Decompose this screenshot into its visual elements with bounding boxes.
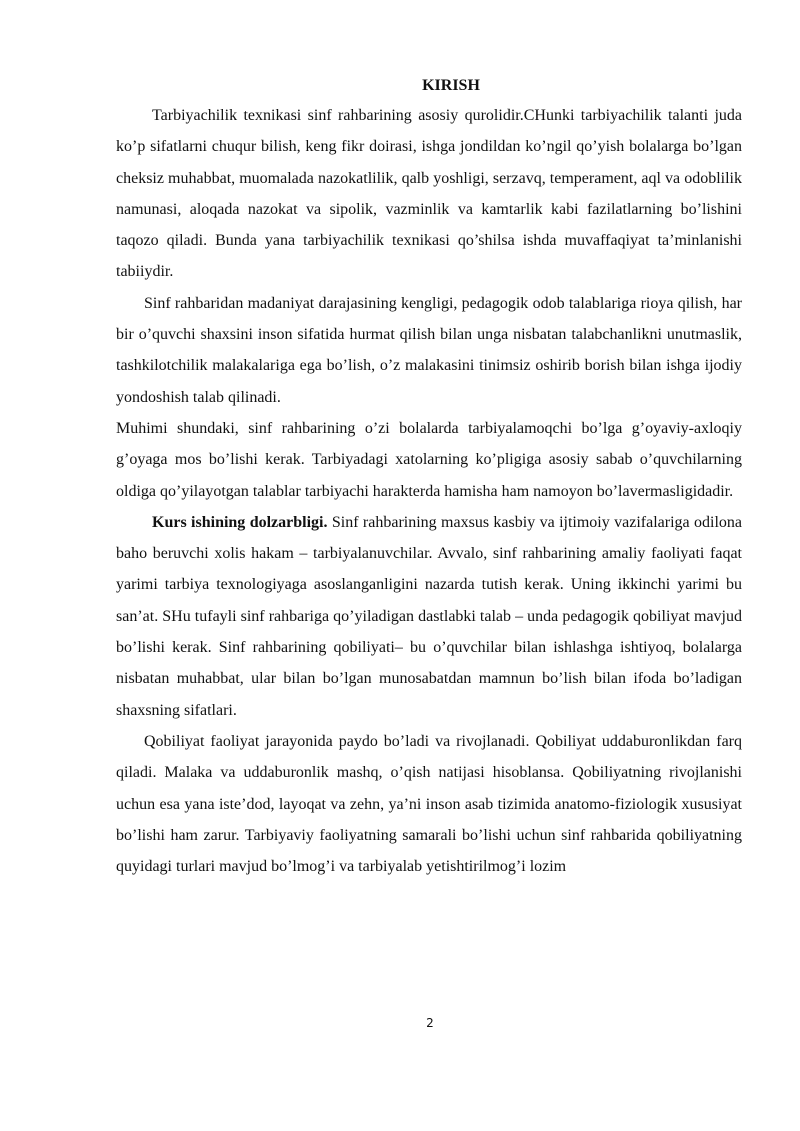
- page-number: 2: [426, 1016, 434, 1030]
- paragraph-5: Qobiliyat faoliyat jarayonida paydo bo’ladi va rivojlanadi. Qobiliyat uddaburonlikdan farq qiladi. Malaka va uddaburonlik mashq, o’qish natijasi hisoblansa. Qobiliyatning rivojlanishi uchun esa yana iste’dod, layoqat va zehn, ya’ni inson asab tizimida anatomo-fiziologik xususiyat bo’lishi ham zarur. Tarbiyaviy faoliyatning samarali bo’lishi uchun sinf rahbarida qobiliyatning quyidagi turlari mavjud bo’lmog’i va tarbiyalab yetishtirilmog’i lozim: [116, 732, 742, 876]
- document-page: [116, 76, 742, 882]
- paragraph-4-body: Sinf rahbarining maxsus kasbiy va ijtimoiy vazifalariga odilona baho beruvchi xolis hakam – tarbiyalanuvchilar. Avvalo, sinf rahbarining amaliy faoliyati faqat yarimi tarbiya texnologiyaga asoslanganligini nazarda tutish kerak. Uning ikkinchi yarimi bu san’at. SHu tufayli sinf rahbariga qo’yiladigan dastlabki talab – unda pedagogik qobiliyat mavjud bo’lishi kerak. Sinf rahbarining qobiliyati– bu o’quvchilar bilan ishlashga ishtiyoq, bolalarga nisbatan muhabbat, ular bilan bo’lgan munosabatdan mamnun bo’lish bilan ifoda bo’ladigan shaxsning sifatlari.: [116, 513, 742, 719]
- paragraph-1: Tarbiyachilik texnikasi sinf rahbarining asosiy qurolidir.CHunki tarbiyachilik talanti juda ko’p sifatlarni chuqur bilish, keng fikr doirasi, ishga jondildan ko’ngil qo’yish bolalarga bo’lgan cheksiz muhabbat, muomalada nazokatlilik, qalb yoshligi, serzavq, temperament, aql va odoblilik namunasi, aloqada nazokat va sipolik, vazminlik va kamtarlik kabi fazilatlarning bo’lishini taqozo qiladi. Bunda yana tarbiyachilik texnikasi qo’shilsa ishda muvaffaqiyat ta’minlanishi tabiiydir.: [116, 107, 742, 281]
- paragraph-4: [116, 507, 742, 726]
- paragraph-2: Sinf rahbaridan madaniyat darajasining kengligi, pedagogik odob talablariga rioya qilish, har bir o’quvchi shaxsini inson sifatida hurmat qilish bilan unga nisbatan talabchanlikni unutmaslik, tashkilotchilik malakalariga ega bo’lish, o’z malakasini tinimsiz oshirib borish bilan ishga ijodiy yondoshish talab qilinadi.: [116, 294, 742, 406]
- page-title: KIRISH: [422, 77, 480, 94]
- paragraph-3: Muhimi shundaki, sinf rahbarining o’zi bolalarda tarbiyalamoqchi bo’lga g’oyaviy-axloqiy g’oyaga mos bo’lishi kerak. Tarbiyadagi xatolarning ko’pligiga asosiy sabab o’quvchilarning oldiga qo’yilayotgan talablar tarbiyachi harakterda hamisha ham namoyon bo’lavermasligidadir.: [116, 419, 742, 500]
- section-heading-relevance: Kurs ishining dolzarbligi.: [152, 513, 328, 531]
